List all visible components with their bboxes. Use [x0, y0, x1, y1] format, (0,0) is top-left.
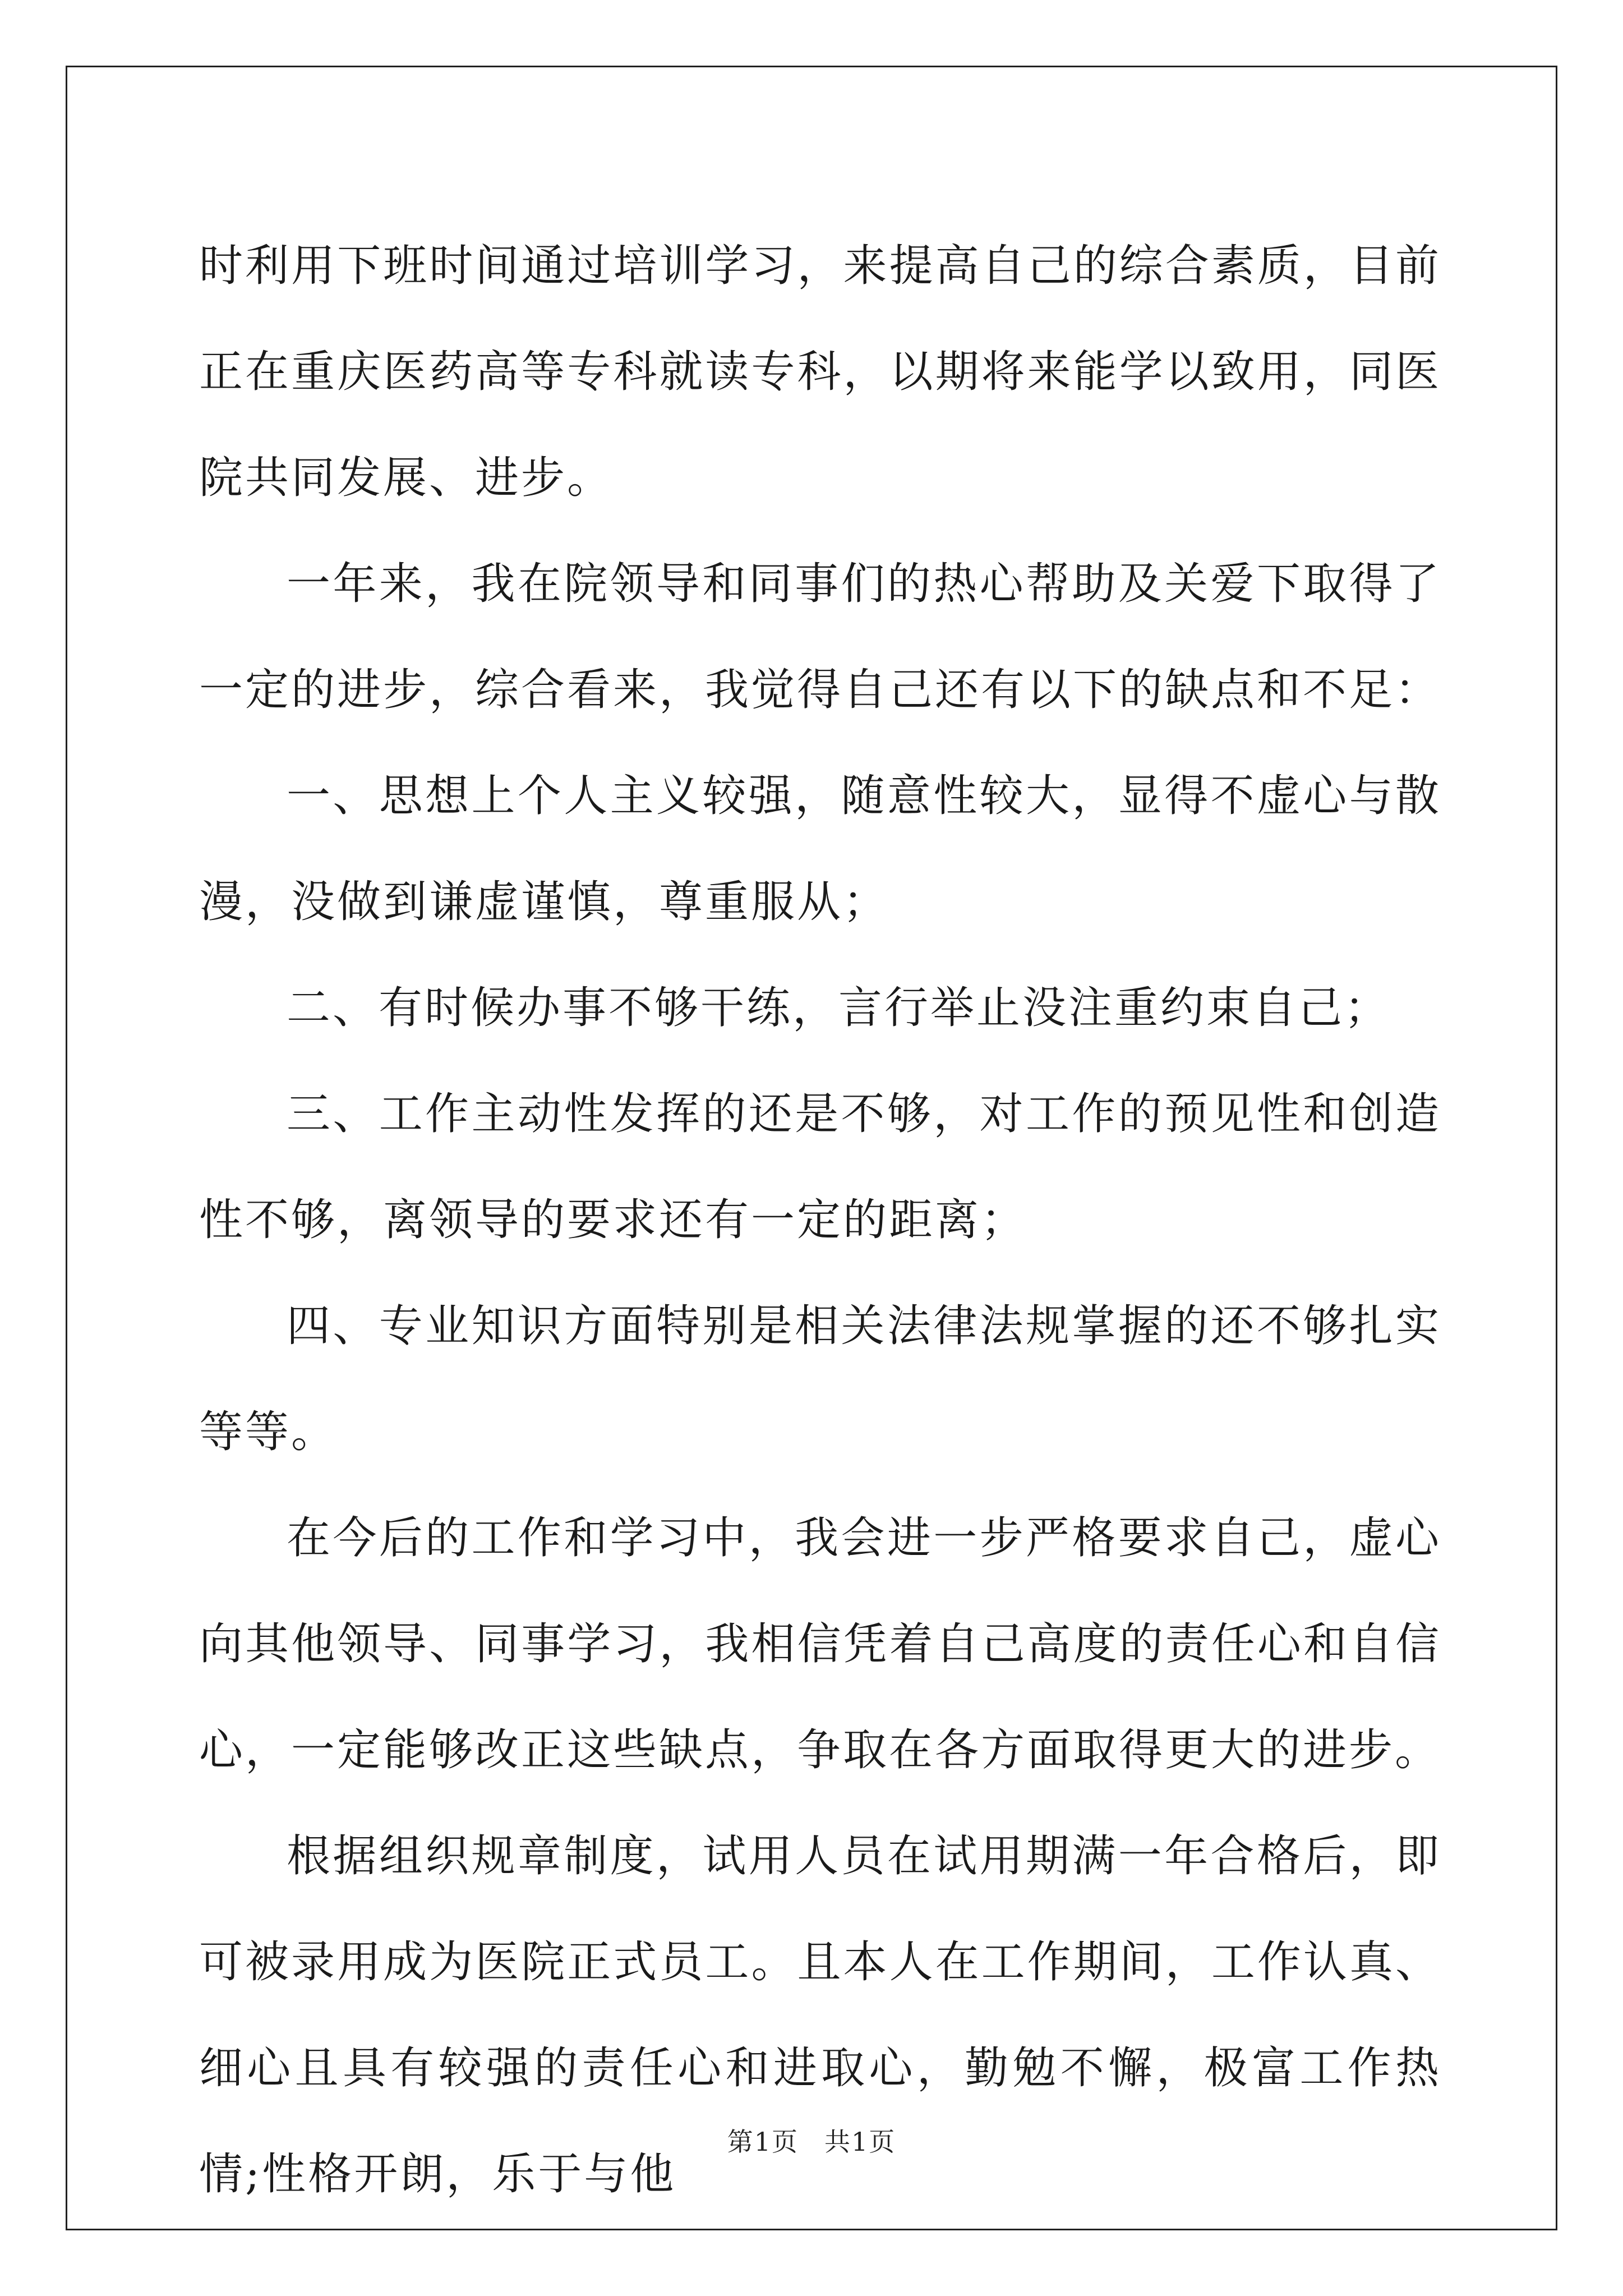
- paragraph-1: 时利用下班时间通过培训学习，来提高自己的综合素质，目前正在重庆医药高等专科就读专科，以期将来能学以致用，同医院共同发展、进步。: [199, 241, 1441, 503]
- paragraph-7: 在今后的工作和学习中，我会进一步严格要求自己，虚心向其他领导、同事学习，我相信凭着自己高度的责任心和自信心，一定能够改正这些缺点，争取在各方面取得更大的进步。: [199, 1513, 1441, 1775]
- paragraph-8: 根据组织规章制度，试用人员在试用期满一年合格后，即可被录用成为医院正式员工。且本人在工作期间，工作认真、细心且具有较强的责任心和进取心，勤勉不懈，极富工作热情;性格开朗，乐于与他: [199, 1831, 1441, 2200]
- page-number: 第1页: [727, 2127, 799, 2157]
- paragraph-3: 一、思想上个人主义较强，随意性较大，显得不虚心与散漫，没做到谦虚谨慎，尊重服从；: [199, 771, 1441, 927]
- page-footer: [0, 2122, 1623, 2159]
- paragraph-2: 一年来，我在院领导和同事们的热心帮助及关爱下取得了一定的进步，综合看来，我觉得自己还有以下的缺点和不足：: [199, 559, 1441, 715]
- document-body: [199, 213, 1441, 2228]
- paragraph-6: 四、专业知识方面特别是相关法律法规掌握的还不够扎实等等。: [199, 1301, 1441, 1457]
- paragraph-4: 二、有时候办事不够干练，言行举止没注重约束自己；: [287, 983, 1391, 1033]
- page-total: 共1页: [824, 2127, 896, 2157]
- paragraph-5: 三、工作主动性发挥的还是不够，对工作的预见性和创造性不够，离领导的要求还有一定的距离；: [199, 1089, 1441, 1245]
